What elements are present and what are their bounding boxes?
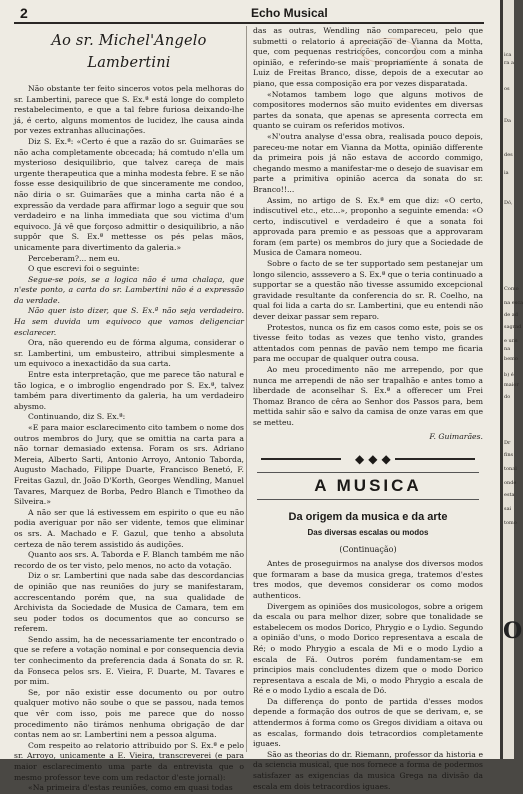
paragraph: Quanto aos srs. A. Taborda e F. Blanch também me não recordo de os ter visto, pelo menos, no acto da votação. — [14, 550, 244, 570]
adjacent-page-fragment: Como — [504, 286, 519, 292]
paragraph: «N'outra analyse d'essa obra, realisada pouco depois, pareceu-me notar em Vianna da Motta, opinião differente da primeira pois já não estava de accordo commigo, chegando mesmo a manifestar-me o desejo de suavisar em parte a primitiva opinião acerca da sonata do sr. Branco!!... — [253, 131, 483, 194]
paragraph: Diz S. Ex.ª: «Certo é que a razão do sr. Guimarães se não acha completamente obcecada; há comtudo n'ella um mysterioso desiquilibrio, que talvez careça de mais urgente therapeutica que a minha modesta febre. E se não fosse esse desiquilibrio de que sinceramente me condoo, não diria o sr. Guimarães que a minha carta não é a expressão da verdade para affirmar logo a seguir que sou verdadeiro e na linha immediata que sou victima d'um equivoco. Já vê que forçoso admittir o desiquilibrio, a não suppôr que S. Ex.ª mettesse os pés pelas mãos, unicamente para divertimento da galeria.» — [14, 136, 244, 252]
continuation-label: (Continuação) — [339, 545, 397, 555]
paragraph: Protestos, nunca os fiz em casos como este, pois se os tivesse feito todas as vezes que tenho visto, grandes attentados com pennas de pavão nem tempo me ficaria para me occupar de qualquer outra cousa. — [253, 322, 483, 364]
article-title: Ao sr. Michel'Angelo Lambertini — [51, 33, 207, 71]
paragraph: Diz o sr. Lambertini que nada sabe das descordancias de opinião que nas reuniões do jury se manifestaram, accrescentando porém que, na sua qualidade de Archivista da Sociedade de Musica de Camara, tem em seu poder todos os documentos que ao concurso se referem. — [14, 571, 244, 634]
paragraph: Perceberam?... nem eu. — [28, 253, 120, 263]
ornament-line — [261, 458, 341, 460]
adjacent-page-fragment: sagrad — [504, 324, 522, 330]
masthead: Echo Musical — [251, 6, 328, 20]
paragraph: Continuando, diz S. Ex.ª: — [28, 412, 126, 422]
adjacent-page-fragment: e uns — [504, 338, 518, 344]
adjacent-page-fragment: maior — [504, 382, 519, 388]
adjacent-page-fragment: tomo — [504, 520, 517, 526]
page-number: 2 — [20, 5, 28, 21]
adjacent-page-fragment: do — [504, 394, 511, 400]
paragraph: Com respeito ao relatorio attribuido por S. Ex.ª e pelo sr. Arroyo, unicamente a E. Vieira, transcreverei (e para maior esclarecimento uma parte da entrevista que o mesmo professor teve com um redactor d'este jornal): — [14, 740, 244, 782]
paragraph: «E para maior esclarecimento cito tambem o nome dos outros membros do Jury, que se omittia na carta para a não tornar demasiado extensa. Foram os srs. Adriano Mereia, Alberto Sarti, Antonio Arroyo, Antonio Taborda, Augusto Machado, Filippe Duarte, Francisco Benetó, F. Freitas Gazul, dr. João D'Korth, Georges Wendling, Manuel Tavares, Marquez de Borba, Pedro Blanch e Timotheo da Silveira.» — [14, 423, 244, 507]
adjacent-page-fragment: des — [504, 152, 513, 158]
adjacent-page-big-letter: O — [503, 618, 523, 644]
section-ornament — [253, 452, 483, 466]
adjacent-page-fragment: na esca — [504, 300, 523, 306]
paragraph: Se, por não existir esse documento ou por outro qualquer motivo não soube o que se passou, nada temos que vêr com isso, pois me parece que do nosso procedimento não tirámos nenhuma obrigação de dar contas nem ao sr. Lambertini nem a pessoa alguma. — [14, 687, 244, 740]
diamond-ornament-icon: ◆◆◆ — [355, 452, 395, 467]
adjacent-page-fragment: bemo — [504, 356, 518, 362]
paragraph: Ao meu procedimento não me arrependo, por que nunca me arrependi de não ser trapalhão e antes tomo a liberdade de aconselhar S. Ex.ª a offerecer um Frei Thomaz Branco de cêra ao Senhor dos Passos para, bem mettida sahir são e salvo da camisa de onze varas em que se metteu. — [253, 365, 483, 427]
paragraph: Assim, no artigo de S. Ex.ª em que diz: «O certo, indiscutivel etc., etc...», proponho a seguinte emenda: «O certo, indiscutivel e verdadeiro é que a sonata foi approvada para premio e as pessoas que a approvaram foram (em parte) os membros do jury que a Sociedade de Musica de Camara nomeou. — [253, 195, 483, 258]
paragraph: Sendo assim, ha de necessariamente ter encontrado o que se refere a votação nominal e por consequencia devia ter conhecimento da preferencia dada á Sonata do sr. R. da Fonseca pelos srs. E. Vieira, F. Duarte, M. Tavares e por mim. — [14, 634, 244, 687]
page-header — [14, 4, 484, 24]
paragraph: Segue-se pois, se a logica não é uma chalaça, que n'este ponto, a carta do sr. Lambertini não é a expressão da verdade. — [14, 274, 244, 305]
paragraph: A não ser que lá estivessem em espirito o que eu não podia averiguar por não ser vidente, temos que eliminar os srs. A. Machado e F. Gazul, que tenho a absoluta certeza de não terem assistido ás audições. — [14, 507, 244, 549]
column-divider — [246, 26, 247, 752]
adjacent-page-fragment: b) é — [504, 372, 514, 378]
paragraph: das as outras, Wendling não compareceu, pelo que submetti o relatorio á apreciação de Vianna da Motta, que, com pequenas restricções, concordou com a minha opinião, e referindo-se mais propriamente á sonata de Luiz de Freitas Branco, disse, depois de a executar ao piano, que essa composição era por vezes disparatada. — [253, 26, 483, 88]
paragraph: «Na primeira d'estas reuniões, como em quasi todas — [28, 783, 233, 793]
paragraph: Divergem as opiniões dos musicologos, sobre a origem da escala ou para melhor dizer, sobre que tonalidade se estabelecem os modos Dorico, Phrygio e o Lydio. Segundo a opinião d'uns, o modo Dorico representava a escala de Ré; o modo Phrygio a escala de Mi e o modo Lydio a escala de Fá. Outros porém fundamentam-se em principios mais concludentes dizem que o modo Dorico representava a escala de Mi, o modo Phrygio a escala de Ré e o modo Lydio a escala de Dó. — [253, 601, 483, 696]
paragraph: Ora, não querendo eu de fórma alguma, considerar o sr. Lambertini, um embusteiro, attribui simplesmente a um equivoco a inexactidão da sua carta. — [14, 338, 244, 369]
paragraph: «Notamos tambem logo que alguns motivos de compositores modernos são muito evidentes em diversas partes da sonata, que apenas se apresenta correcta em quanto se cuiram os referidos motivos. — [253, 89, 483, 131]
paragraph: Antes de proseguirmos na analyse dos diversos modos que formaram a base da musica grega, tratemos d'estes tres modos, que devemos considerar os como modos authenticos. — [253, 559, 483, 600]
adjacent-page-fragment: Dó, — [504, 200, 513, 206]
article-heading: Da origem da musica e da arte — [288, 511, 448, 524]
left-column — [14, 26, 244, 794]
paragraph: São as theorias do dr. Riemann, professor da historia e da sciencia musical, que nos fornece a forma de podermos satisfazer as exigencias da musica Grega na divisão da escala em dois tetracordios iguaes. — [253, 749, 483, 791]
section-title: A MUSICA — [257, 472, 479, 500]
paragraph: O que escrevi foi o seguinte: — [28, 264, 140, 274]
right-column — [253, 26, 483, 792]
adjacent-page-fragment: fins — [504, 452, 514, 458]
adjacent-page-fragment: ra a — [504, 60, 514, 66]
adjacent-page-fragment: Dr — [504, 440, 511, 446]
article-subheading: Das diversas escalas ou modos — [307, 528, 429, 538]
adjacent-page-fragment: de ad — [504, 312, 518, 318]
paragraph: Da differença do ponto de partida d'esses modos depende a formação dos outros de que se derivam, e, se attendermos á forma como os Gregos dividiam a oitava ou as escalas, formando dois tetracordios completamente iguaes. — [253, 696, 483, 749]
adjacent-page-fragment: esta — [504, 492, 515, 498]
adjacent-page-fragment: ica — [504, 52, 512, 58]
adjacent-page-edge — [503, 0, 523, 759]
adjacent-page-fragment: tonal — [504, 466, 517, 472]
paragraph: Entre esta interpretação, que me parece tão natural e tão logica, e o imbroglio engendrado por S. Ex.ª, talvez também para divertimento da galeria, ha um verdadeiro abysmo. — [14, 370, 244, 411]
adjacent-page-fragment: Da — [504, 118, 511, 124]
adjacent-page-fragment: onde — [504, 480, 517, 486]
adjacent-page-fragment: na — [504, 346, 511, 352]
paragraph: Não obstante ter feito sinceros votos pela melhoras do sr. Lambertini, parece que S. Ex.ª está longe do completo restabelecimento, e que a tal febre furiosa deixando-lhe já, é certo, alguns momentos de lucidez, lhe causa ainda por vezes extranhas allucinações. — [14, 84, 244, 136]
paragraph: Sobre o facto de se ter supportado sem pestanejar um longo silencio, asssevero a S. Ex.ª que o teria continuado a supportar se a questão não tivesse assumido excepcional gravidade resultante da conferencia do sr. R. Coelho, na qual foi lida a carta do sr. Lambertini, que eu entendi não dever deixar passar sem reparo. — [253, 259, 483, 322]
adjacent-page-fragment: os — [504, 86, 510, 92]
ornament-line — [395, 458, 475, 460]
paragraph: Não quer isto dizer, que S. Ex.ª não seja verdadeiro. Ha sem duvida um equivoco que vamos deligenciar esclarecer. — [14, 306, 244, 337]
adjacent-page-fragment: sai — [504, 506, 512, 512]
adjacent-page-fragment: ia — [504, 170, 509, 176]
signature: F. Guimarães. — [429, 431, 483, 441]
